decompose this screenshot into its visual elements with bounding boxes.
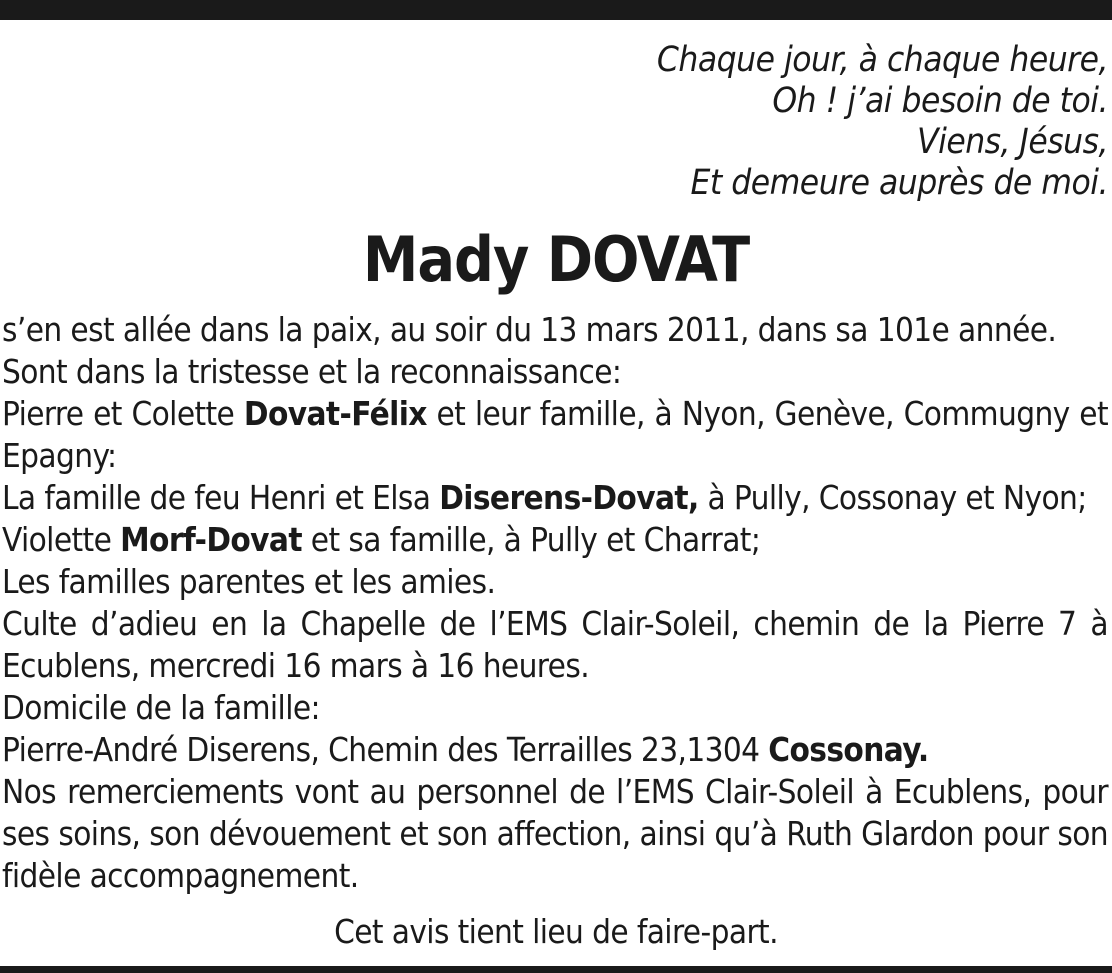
poem-line: Viens, Jésus, [917, 122, 1108, 162]
bottom-rule [0, 966, 1112, 973]
poem-line: Et demeure auprès de moi. [690, 163, 1108, 203]
acknowledgements: Nos remerciements vont au personnel de l’EMS Clair-Soleil à Ecublens, pour ses soins, son dévouement et son affection, ainsi qu’à Ruth Glardon pour son fidèle accompagnement. [2, 772, 1108, 895]
closing-note: Cet avis tient lieu de faire-part. [334, 912, 778, 951]
poem-line: Chaque jour, à chaque heure, [656, 40, 1108, 80]
family-name-bold: Morf-Dovat [120, 520, 302, 559]
text-span: et sa famille, à Pully et Charrat; [301, 520, 761, 559]
family-morf-dovat [2, 519, 1108, 561]
text-span: Pierre et Colette [2, 394, 244, 433]
text-span: Pierre-André Diserens, Chemin des Terrailles 23,1304 [2, 730, 769, 769]
service-info: Culte d’adieu en la Chapelle de l’EMS Clair-Soleil, chemin de la Pierre 7 à Ecublens, mercredi 16 mars à 16 heures. [2, 604, 1108, 685]
announcement-body [2, 309, 1108, 897]
family-name-bold: Dovat-Félix [243, 394, 427, 433]
family-diserens-dovat [2, 477, 1108, 519]
city-bold: Cossonay. [768, 730, 929, 769]
relatives-line: Les familles parentes et les amies. [2, 562, 496, 601]
family-address [2, 729, 1108, 771]
family-address-label: Domicile de la famille: [2, 688, 320, 727]
passing-line: s’en est allée dans la paix, au soir du 13 mars 2011, dans sa 101e année. [2, 310, 1057, 349]
mourners-intro: Sont dans la tristesse et la reconnaissance: [2, 352, 622, 391]
top-rule [0, 0, 1112, 20]
text-span: La famille de feu Henri et Elsa [2, 478, 440, 517]
poem-line: Oh ! j’ai besoin de toi. [772, 81, 1108, 121]
text-span: à Pully, Cossonay et Nyon; [698, 478, 1087, 517]
deceased-name: Mady DOVAT [362, 223, 750, 296]
text-span: Violette [2, 520, 121, 559]
text-span: et leur famille, à Nyon, Genève, Commugny et Epagny: [2, 394, 1108, 475]
epigraph-poem [657, 40, 1108, 204]
family-name-bold: Diserens-Dovat, [439, 478, 699, 517]
family-dovat-felix [2, 393, 1108, 477]
